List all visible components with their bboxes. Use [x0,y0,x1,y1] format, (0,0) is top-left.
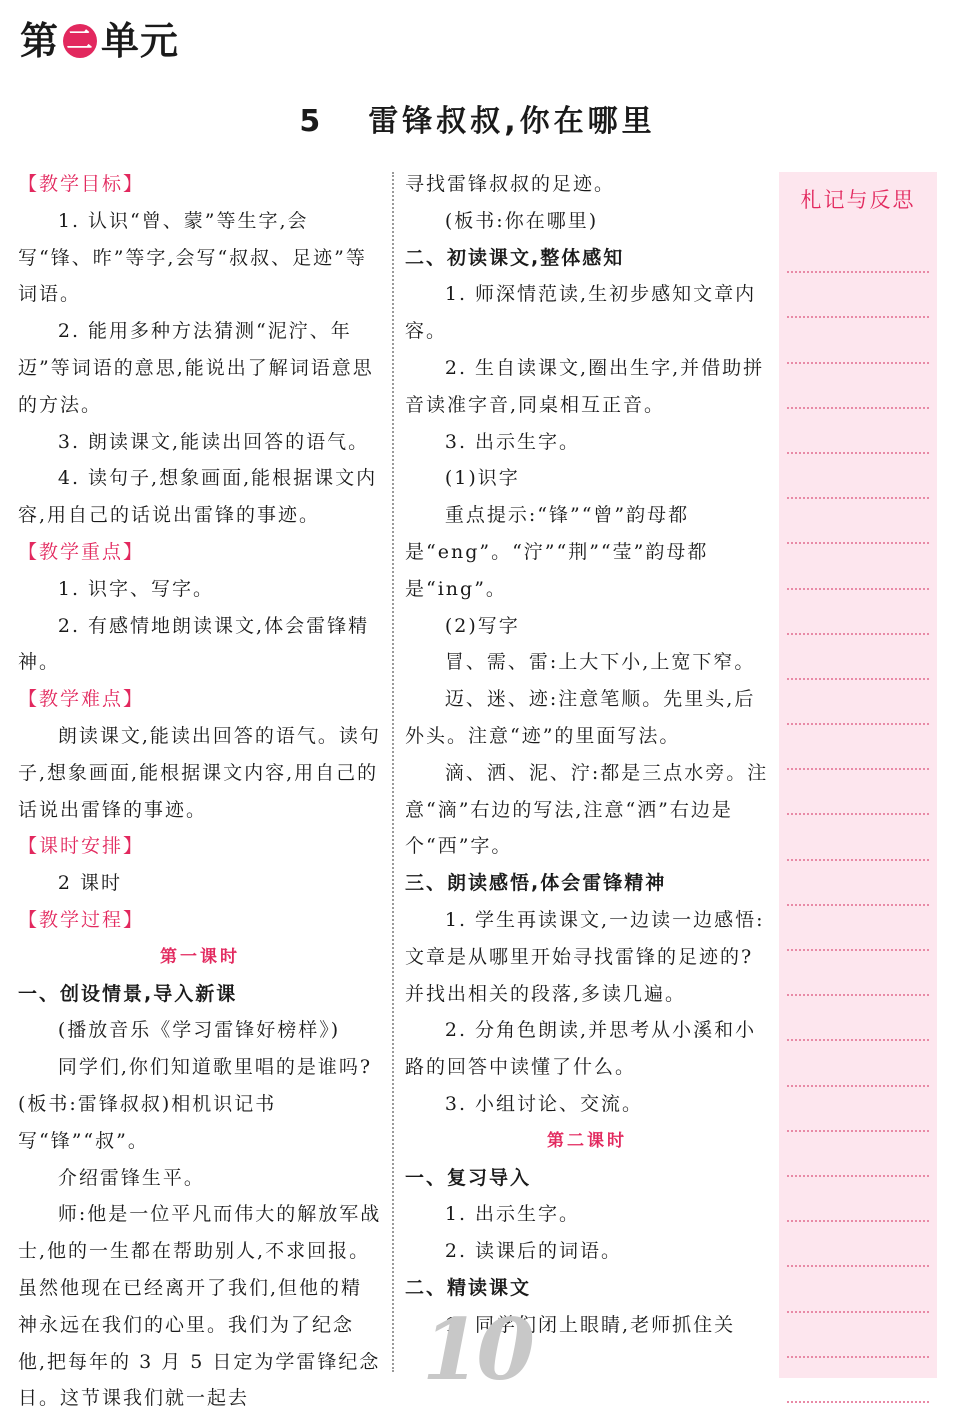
note-line [787,680,929,725]
paragraph: 重点提示:“锋”“曾”韵母都是“eng”。“泞”“荆”“莹”韵母都是“ing”。 [405,504,709,600]
note-line [787,1313,929,1358]
section-heading: 【教学过程】 [18,908,145,931]
unit-suffix: 单元 [101,19,180,63]
lesson-number: 5 [299,104,325,139]
paragraph: 3. 朗读课文,能读出回答的语气。 [57,430,370,453]
paragraph: 介绍雷锋生平。 [57,1166,205,1189]
step-heading: 一、创设情景,导入新课 [18,982,238,1005]
note-line [787,409,929,454]
paragraph: 2 课时 [57,872,123,895]
note-line [787,1222,929,1267]
paragraph: 2. 有感情地朗读课文,体会雷锋精神。 [18,614,370,674]
paragraph: 4. 读句子,想象画面,能根据课文内容,用自己的话说出雷锋的事迹。 [18,467,378,527]
unit-prefix: 第 [20,19,60,63]
paragraph: 朗读课文,能读出回答的语气。读句子,想象画面,能根据课文内容,用自己的话说出雷锋的事迹。 [18,724,381,821]
step-heading: 二、初读课文,整体感知 [405,246,625,269]
paragraph: 同学们,你们知道歌里唱的是谁吗?(板书:雷锋叔叔)相机识记书写“锋”“叔”。 [18,1056,373,1152]
column-divider [392,172,394,1372]
note-line [787,318,929,363]
paragraph: 1. 识字、写字。 [57,577,215,600]
note-line [787,770,929,815]
notes-title: 札记与反思 [800,188,916,212]
note-line [787,1177,929,1222]
paragraph: 寻找雷锋叔叔的足迹。 [405,173,616,195]
step-heading: 一、复习导入 [405,1166,532,1189]
paragraph: 1. 学生再读课文,一边读一边感悟:文章是从哪里开始寻找雷锋的足迹的?并找出相关的段落,多读几遍。 [405,908,765,1005]
paragraph: (2)写字 [444,614,520,637]
paragraph: 师:他是一位平凡而伟大的解放军战士,他的一生都在帮助别人,不求回报。虽然他现在已经离开了我们,但他的精神永远在我们的心里。我们为了纪念他,把每年的 3 月 5 日定为学雷锋纪念日。这节课我们就一起去 [18,1203,382,1410]
note-line [787,951,929,996]
note-line [787,1358,929,1403]
note-line [787,364,929,409]
middle-column [405,166,769,1344]
note-line [787,590,929,635]
paragraph: 1. 师深情范读,生初步感知文章内容。 [405,283,757,343]
section-heading: 【课时安排】 [18,835,145,858]
note-line [787,635,929,680]
lesson-name: 雷锋叔叔,你在哪里 [368,104,656,139]
note-line [787,815,929,860]
section-heading: 【教学目标】 [18,173,145,195]
unit-title [20,18,179,64]
paragraph: 1. 认识“曾、蒙”等生字,会写“锋、昨”等字,会写“叔叔、足迹”等词语。 [18,209,367,306]
section-heading: 【教学难点】 [18,688,145,711]
note-line [787,544,929,589]
paragraph: 2. 读课后的词语。 [444,1240,623,1263]
paragraph: 2. 生自读课文,圈出生字,并借助拼音读准字音,同桌相互正音。 [405,356,765,416]
paragraph: 3. 出示生字。 [444,430,581,453]
note-line [787,499,929,544]
notes-panel [779,172,937,1378]
paragraph: 2. 能用多种方法猜测“泥泞、年迈”等词语的意思,能说出了解词语意思的方法。 [18,320,374,416]
note-line [787,996,929,1041]
step-heading: 三、朗读感悟,体会雷锋精神 [405,872,667,895]
note-line [787,861,929,906]
step-heading: 二、精读课文 [405,1276,532,1299]
note-line [787,1041,929,1086]
paragraph: 1. 同学们闭上眼睛,老师抓住关 [444,1313,736,1336]
period-heading: 第二课时 [547,1130,627,1151]
paragraph: 1. 出示生字。 [444,1203,581,1226]
section-heading: 【教学重点】 [18,540,145,563]
note-line [787,725,929,770]
note-line [787,454,929,499]
paragraph: 3. 小组讨论、交流。 [444,1092,644,1115]
paragraph: 滴、洒、泥、泞:都是三点水旁。注意“滴”右边的写法,注意“洒”右边是个“西”字。 [405,761,769,858]
note-line [787,1087,929,1132]
paragraph: 冒、需、雷:上大下小,上宽下窄。 [444,651,756,674]
note-line [787,228,929,273]
period-heading: 第一课时 [160,946,240,967]
paragraph: (板书:你在哪里) [444,209,599,232]
paragraph: (播放音乐《学习雷锋好榜样》) [57,1019,341,1042]
left-column [18,166,382,1417]
paragraph: 2. 分角色朗读,并思考从小溪和小路的回答中读懂了什么。 [405,1019,757,1079]
paragraph: (1)识字 [444,467,520,490]
page-number: 10 [422,1300,531,1399]
note-line [787,906,929,951]
note-line [787,1132,929,1177]
lesson-title [0,96,955,140]
unit-number-badge: 二 [63,24,97,58]
note-line [787,1267,929,1312]
note-line [787,273,929,318]
paragraph: 迈、迷、迹:注意笔顺。先里头,后外头。注意“迹”的里面写法。 [405,688,756,747]
